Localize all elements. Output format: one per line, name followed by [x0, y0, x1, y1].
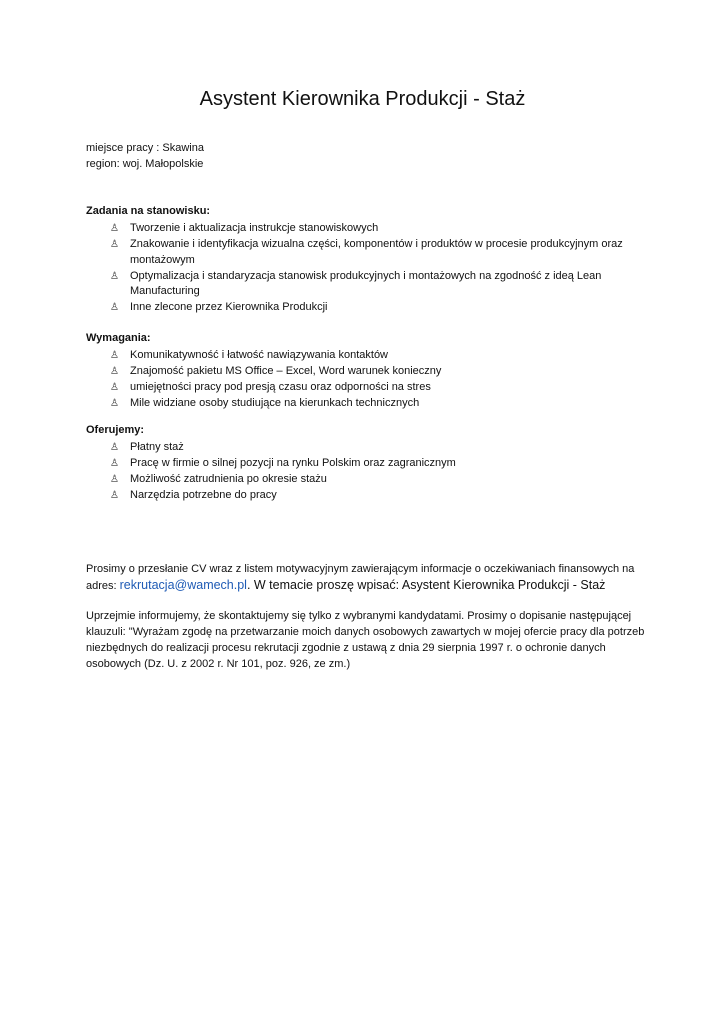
- pawn-bullet-icon: ♙: [110, 239, 119, 250]
- list-item-text: Znakowanie i identyfikacja wizualna części, komponentów i produktów w procesie produkcyjnym oraz montażowym: [130, 238, 623, 266]
- list-item: [86, 472, 646, 488]
- list-item-text: Pracę w firmie o silnej pozycji na rynku Polskim oraz zagranicznym: [130, 457, 456, 469]
- list-item-text: Komunikatywność i łatwość nawiązywania kontaktów: [130, 349, 389, 361]
- pawn-bullet-icon: ♙: [110, 366, 119, 377]
- section-requirements: [86, 331, 646, 412]
- list-item: [86, 364, 646, 380]
- section-heading: Zadania na stanowisku:: [86, 205, 211, 217]
- list-item-text: Znajomość pakietu MS Office – Excel, Word warunek konieczny: [130, 365, 442, 377]
- section-heading: Wymagania:: [86, 332, 151, 344]
- list-item-text: Mile widziane osoby studiujące na kierunkach technicznych: [130, 397, 420, 409]
- pawn-bullet-icon: ♙: [110, 270, 119, 282]
- job-region: region: woj. Małopolskie: [86, 158, 204, 170]
- section-tasks: [86, 204, 646, 316]
- pawn-bullet-icon: ♙: [110, 382, 119, 393]
- offer-list: [86, 440, 646, 504]
- requirements-list: [86, 348, 646, 412]
- pawn-bullet-icon: ♙: [110, 350, 119, 361]
- pawn-bullet-icon: ♙: [110, 490, 119, 501]
- list-item: [86, 380, 646, 396]
- list-item-text: Narzędzia potrzebne do pracy: [130, 489, 277, 501]
- list-item: [86, 221, 646, 237]
- job-location: miejsce pracy : Skawina: [86, 142, 204, 154]
- list-item-text: Możliwość zatrudnienia po okresie stażu: [130, 473, 327, 485]
- privacy-notice: Uprzejmie informujemy, że skontaktujemy się tylko z wybranymi kandydatami. Prosimy o dopisanie następującej klauzuli: "Wyrażam zgodę na przetwarzanie moich danych osobowych zawartych w mojej ofercie pracy dla potrzeb niezbędnych do realizacji procesu rekrutacji zgodnie z ustawą z dnia 29 sierpnia 1997 r. o ochronie danych osobowych (Dz. U. z 2002 r. Nr 101, poz. 926, ze zm.): [86, 610, 645, 670]
- application-instructions: [86, 561, 646, 594]
- list-item-text: Inne zlecone przez Kierownika Produkcji: [130, 301, 328, 313]
- apply-subject-text: . W temacie proszę wpisać: Asystent Kierownika Produkcji - Staż: [246, 578, 606, 592]
- apply-text: Prosimy o przesłanie CV wraz z listem motywacyjnym zawierającym informacje o oczekiwaniach finansowych na adres:: [86, 563, 635, 592]
- list-item-text: Optymalizacja i standaryzacja stanowisk produkcyjnych i montażowych na zgodność z ideą Lean Manufacturing: [130, 269, 602, 297]
- list-item-text: Płatny staż: [130, 441, 184, 453]
- section-offer: [86, 423, 646, 504]
- list-item: [86, 237, 646, 268]
- pawn-bullet-icon: ♙: [110, 398, 119, 409]
- pawn-bullet-icon: ♙: [110, 474, 119, 485]
- list-item-text: umiejętności pracy pod presją czasu oraz odporności na stres: [130, 381, 431, 393]
- list-item: [86, 488, 646, 504]
- section-heading: Oferujemy:: [86, 424, 145, 436]
- pawn-bullet-icon: ♙: [110, 223, 119, 234]
- document-title: Asystent Kierownika Produkcji - Staż: [199, 88, 526, 110]
- pawn-bullet-icon: ♙: [110, 442, 119, 453]
- list-item: [86, 348, 646, 364]
- list-item: [86, 300, 646, 316]
- tasks-list: [86, 221, 646, 316]
- pawn-bullet-icon: ♙: [110, 458, 119, 469]
- list-item: [86, 396, 646, 412]
- list-item: [86, 269, 646, 300]
- list-item: [86, 440, 646, 456]
- list-item: [86, 456, 646, 472]
- pawn-bullet-icon: ♙: [110, 302, 119, 313]
- list-item-text: Tworzenie i aktualizacja instrukcje stanowiskowych: [130, 222, 379, 234]
- job-meta: [86, 140, 204, 172]
- email-link[interactable]: rekrutacja@wamech.pl: [119, 578, 247, 592]
